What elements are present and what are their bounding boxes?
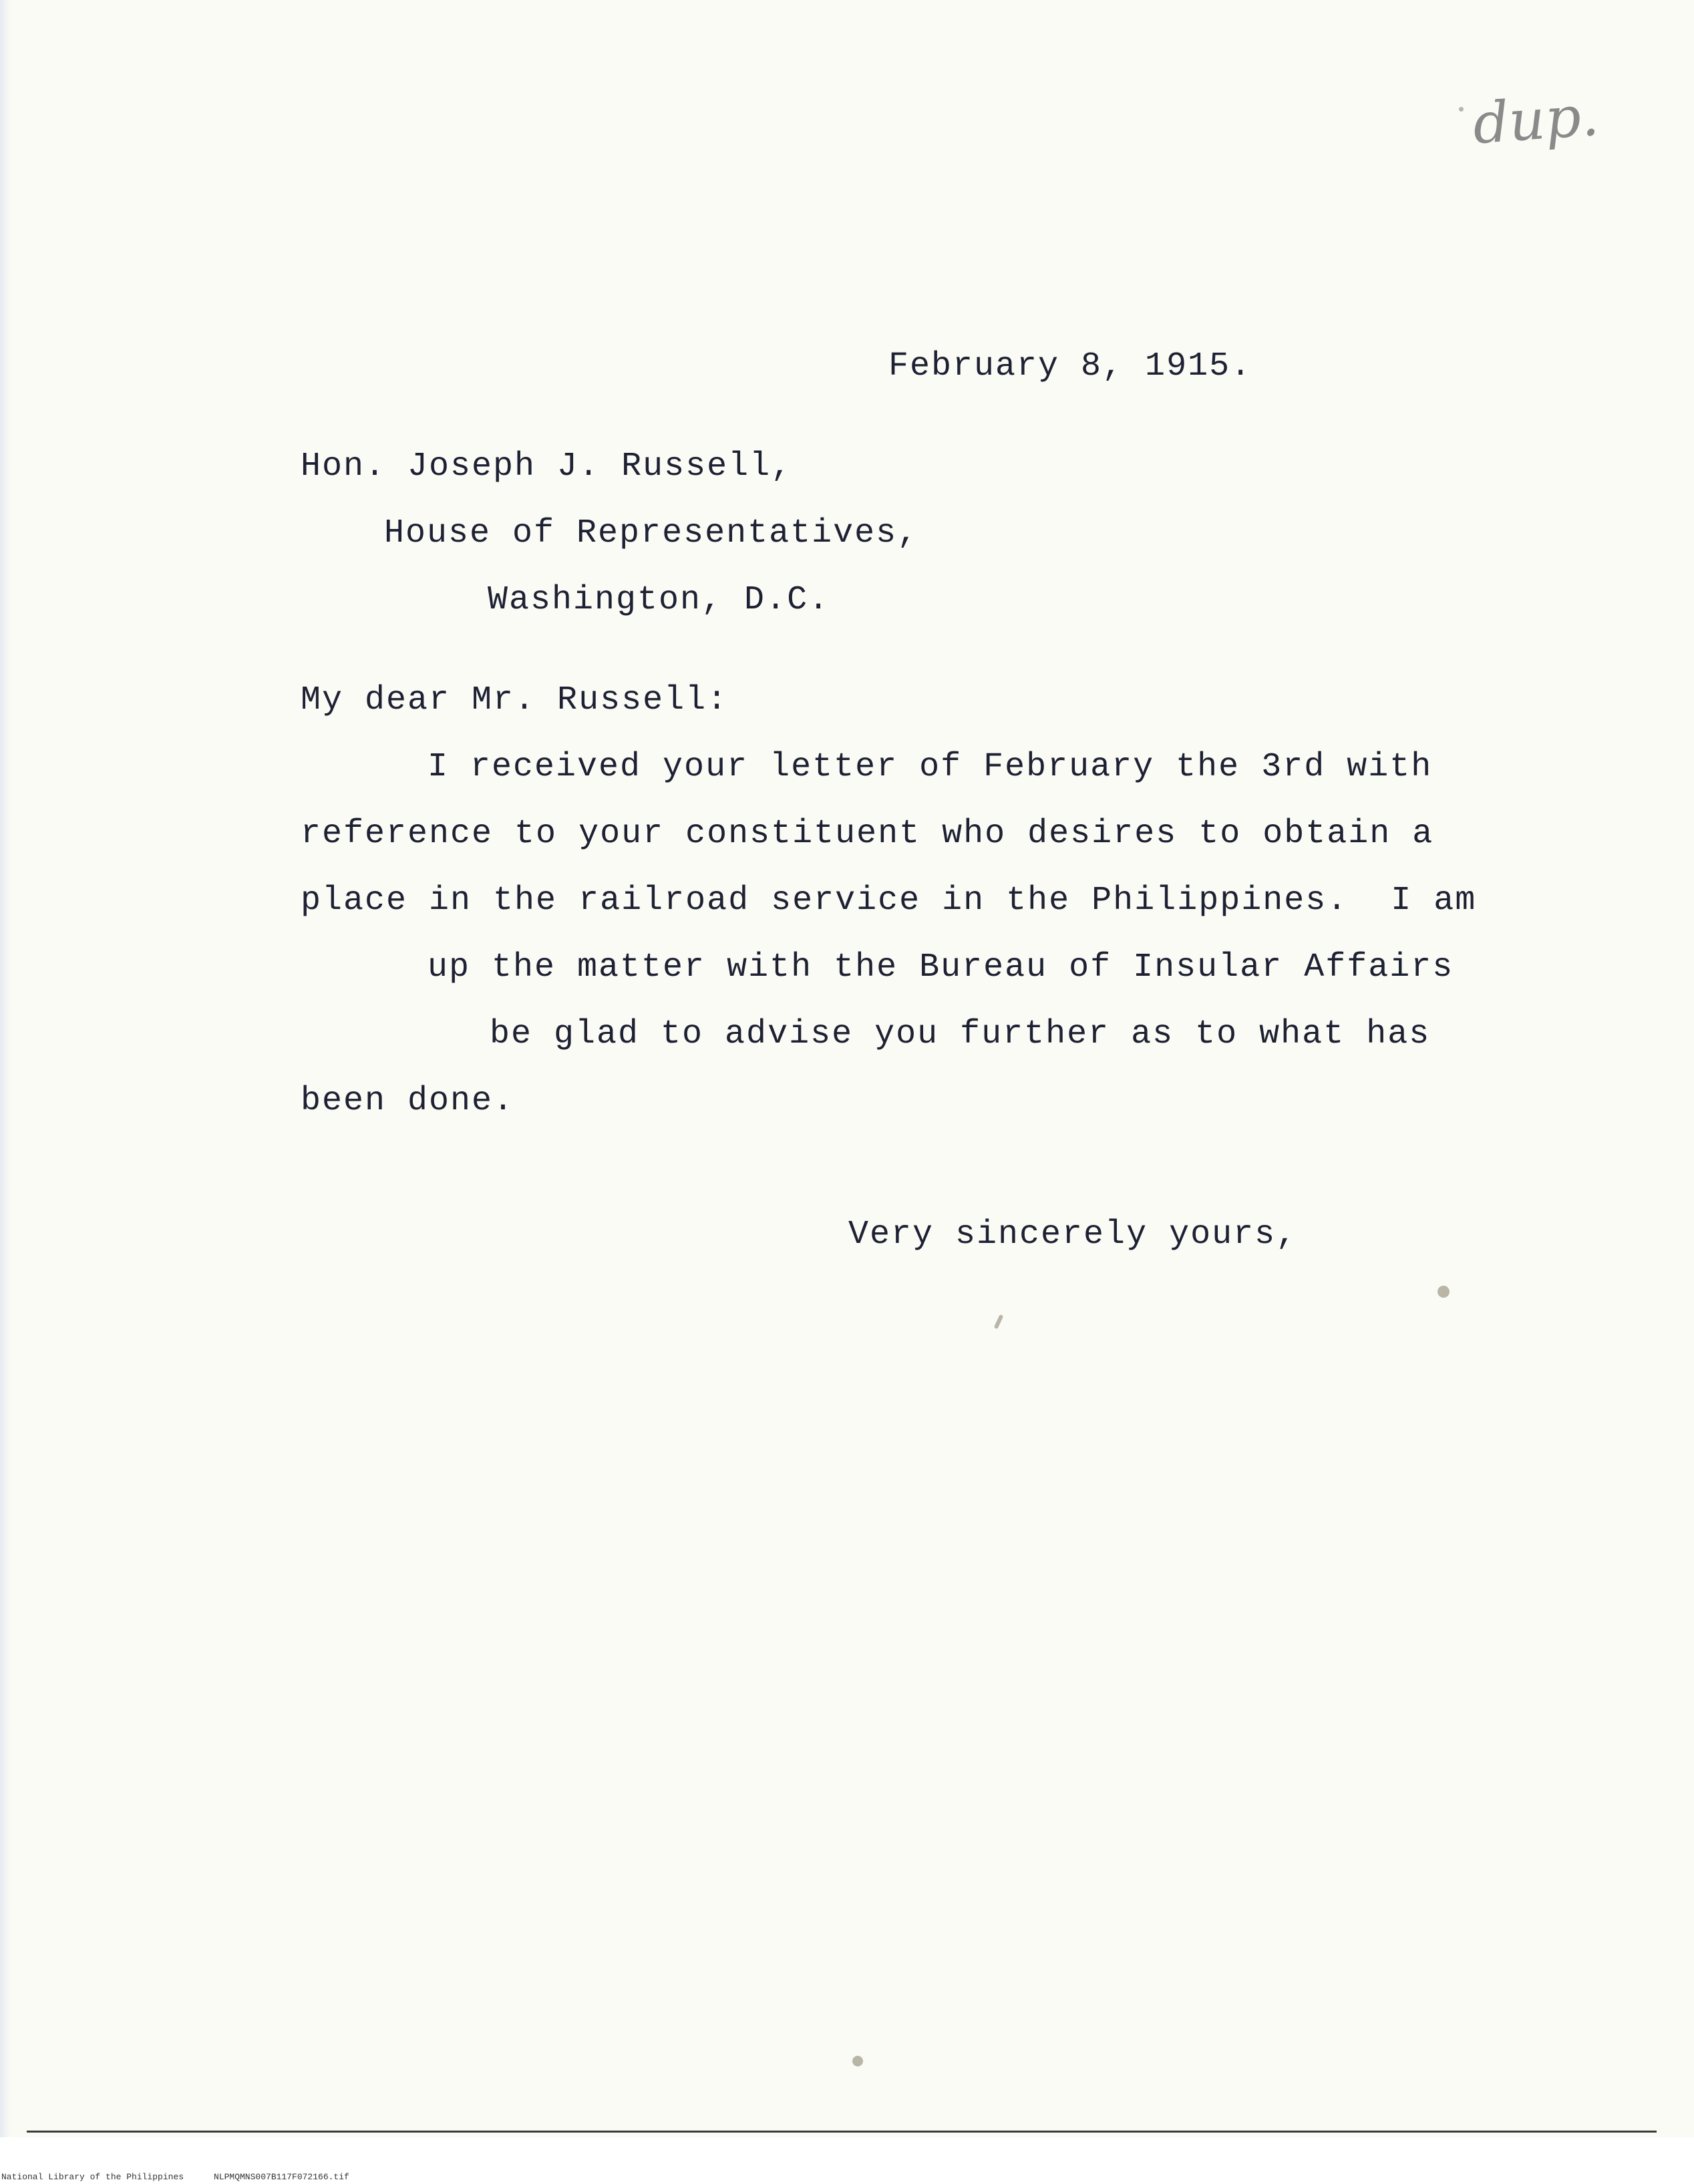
letter-date: February 8, 1915. bbox=[888, 347, 1252, 385]
paper-speck bbox=[852, 2056, 863, 2066]
paper-speck bbox=[994, 1314, 1004, 1329]
body-line: place in the railroad service in the Philippines. I am bbox=[301, 882, 1477, 920]
scan-divider bbox=[27, 2131, 1657, 2133]
body-line: been done. bbox=[301, 1082, 515, 1120]
handwritten-annotation: dup. bbox=[1470, 82, 1601, 157]
recipient-name: Hon. Joseph J. Russell, bbox=[301, 447, 793, 486]
body-line: I received your letter of February the 3rd with bbox=[428, 748, 1433, 786]
scan-edge bbox=[0, 0, 11, 2137]
body-line: be glad to advise you further as to what has bbox=[490, 1015, 1431, 1053]
body-line: up the matter with the Bureau of Insular Affairs bbox=[428, 948, 1454, 986]
paper-speck bbox=[1459, 107, 1464, 112]
body-line: reference to your constituent who desires to obtain a bbox=[301, 815, 1434, 853]
footer-source: National Library of the Philippines bbox=[1, 2172, 184, 2182]
recipient-office: House of Representatives, bbox=[384, 514, 919, 552]
closing: Very sincerely yours, bbox=[848, 1216, 1298, 1254]
paper-speck bbox=[1437, 1286, 1450, 1298]
footer-file-id: NLPMQMNS007B117F072166.tif bbox=[214, 2172, 349, 2182]
recipient-city: Washington, D.C. bbox=[488, 581, 830, 619]
salutation: My dear Mr. Russell: bbox=[301, 681, 729, 719]
